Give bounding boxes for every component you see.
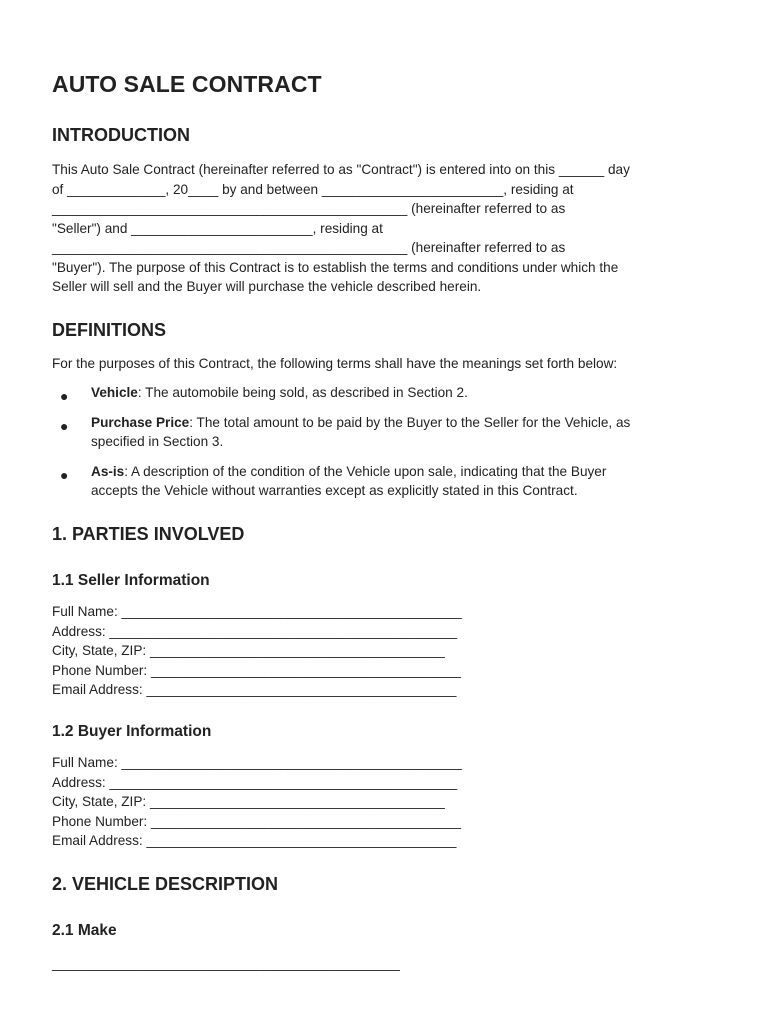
introduction-line: _______________________________________________ (hereinafter referred to as bbox=[52, 240, 566, 255]
seller-full-name-field[interactable]: Full Name: _____________________________________________ bbox=[52, 604, 462, 619]
buyer-email-field[interactable]: Email Address: _________________________________________ bbox=[52, 833, 457, 848]
bullet-icon: ● bbox=[60, 466, 69, 483]
buyer-phone-field[interactable]: Phone Number: _________________________________________ bbox=[52, 813, 461, 829]
seller-email-field[interactable]: Email Address: _________________________________________ bbox=[52, 682, 457, 697]
buyer-full-name-field[interactable]: Full Name: _____________________________________________ bbox=[52, 755, 462, 770]
definition-text: : The automobile being sold, as described in Section 2. bbox=[137, 385, 468, 400]
seller-info-heading: 1.1 Seller Information bbox=[52, 572, 210, 589]
document-title: AUTO SALE CONTRACT bbox=[52, 71, 322, 97]
seller-address-field[interactable]: Address: ______________________________________________ bbox=[52, 623, 458, 639]
introduction-line: Seller will sell and the Buyer will purchase the vehicle described herein. bbox=[52, 279, 482, 294]
vehicle-description-heading: 2. VEHICLE DESCRIPTION bbox=[52, 874, 279, 894]
seller-phone-field[interactable]: Phone Number: _________________________________________ bbox=[52, 662, 461, 678]
buyer-info-fields bbox=[52, 753, 462, 851]
introduction-line: of _____________, 20____ by and between ________________________, residing at bbox=[52, 181, 574, 197]
definition-term: Vehicle bbox=[91, 385, 138, 400]
seller-info-fields bbox=[52, 602, 462, 700]
definition-term: As-is bbox=[91, 463, 125, 479]
definition-text: : A description of the condition of the Vehicle upon sale, indicating that the Buyer bbox=[124, 463, 607, 479]
list-item bbox=[52, 383, 722, 403]
definitions-list bbox=[52, 383, 722, 501]
make-heading: 2.1 Make bbox=[52, 922, 117, 939]
introduction-heading: INTRODUCTION bbox=[52, 125, 190, 145]
introduction-line: _______________________________________________ (hereinafter referred to as bbox=[52, 201, 566, 216]
definition-text: specified in Section 3. bbox=[91, 434, 224, 449]
parties-heading: 1. PARTIES INVOLVED bbox=[52, 524, 245, 544]
bullet-icon: ● bbox=[60, 417, 69, 434]
definitions-intro-text: For the purposes of this Contract, the following terms shall have the meanings set forth below: bbox=[52, 356, 618, 371]
definition-text: accepts the Vehicle without warranties except as explicitly stated in this Contract. bbox=[91, 483, 578, 498]
definitions-heading: DEFINITIONS bbox=[52, 320, 167, 340]
buyer-city-state-zip-field[interactable]: City, State, ZIP: _______________________________________ bbox=[52, 794, 445, 809]
introduction-line: "Buyer"). The purpose of this Contract is to establish the terms and conditions under which the bbox=[52, 259, 619, 275]
definitions-intro bbox=[52, 354, 722, 374]
buyer-info-heading: 1.2 Buyer Information bbox=[52, 723, 212, 740]
list-item bbox=[52, 413, 722, 452]
definition-text: : The total amount to be paid by the Buyer to the Seller for the Vehicle, as bbox=[189, 414, 631, 430]
introduction-paragraph bbox=[52, 160, 722, 297]
list-item bbox=[52, 462, 722, 501]
make-blank-field[interactable]: ______________________________________________ bbox=[52, 956, 400, 971]
bullet-icon: ● bbox=[60, 388, 69, 404]
introduction-line: "Seller") and ________________________, residing at bbox=[52, 220, 383, 236]
seller-city-state-zip-field[interactable]: City, State, ZIP: _______________________________________ bbox=[52, 643, 445, 658]
buyer-address-field[interactable]: Address: ______________________________________________ bbox=[52, 774, 458, 790]
introduction-line: This Auto Sale Contract (hereinafter referred to as "Contract") is entered into on this ______ day bbox=[52, 162, 630, 177]
definition-term: Purchase Price bbox=[91, 414, 190, 430]
